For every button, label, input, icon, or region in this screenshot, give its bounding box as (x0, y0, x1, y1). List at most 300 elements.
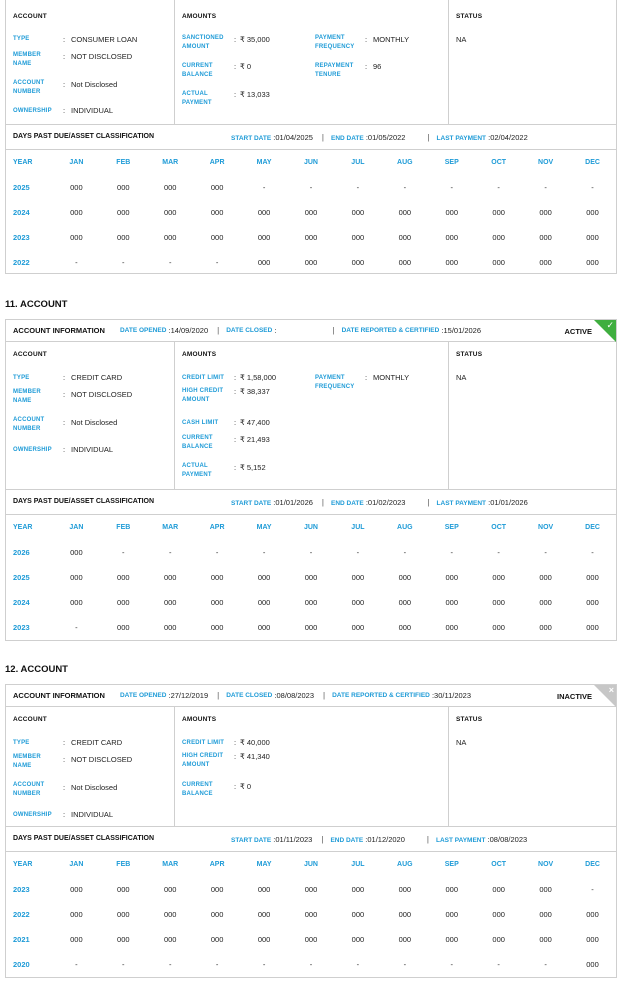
month-column-header: MAR (162, 861, 179, 868)
dpd-cell: 000 (117, 598, 130, 607)
dpd-cell: 000 (210, 573, 224, 582)
amounts-heading: AMOUNTS (182, 351, 217, 358)
status-value: NA (456, 373, 467, 382)
dpd-cell: 000 (257, 885, 271, 894)
dpd-cell: 000 (445, 910, 459, 919)
month-column-header: JAN (69, 524, 84, 531)
status-value: NA (456, 35, 467, 44)
account-column: ACCOUNT TYPE : CREDIT CARD MEMBER NAME : NOT DISCLOSED ACCOUNT NUMBER : Not Disclosed OWNERSHIP : INDIVIDUAL (6, 342, 175, 489)
dpd-cell: 000 (492, 910, 505, 919)
amounts-column: AMOUNTS CREDIT LIMIT : ₹ 40,000 HIGH CREDIT AMOUNT : ₹ 41,340 CURRENT BALANCE : ₹ 0 (175, 707, 449, 826)
dpd-cell: - (591, 548, 594, 557)
dpd-cell: 000 (117, 623, 130, 632)
dpd-cell: 000 (163, 598, 177, 607)
dpd-cell: 000 (445, 233, 459, 242)
repayment-tenure-value: 96 (373, 62, 382, 71)
dpd-cell: 000 (586, 573, 599, 582)
account-heading: ACCOUNT (13, 351, 47, 358)
dpd-cell: 000 (117, 935, 130, 944)
month-column-header: OCT (491, 524, 507, 531)
dpd-cell: - (450, 960, 453, 969)
high-credit-label: HIGH CREDIT AMOUNT (182, 753, 224, 768)
repayment-tenure-label: REPAYMENT TENURE (315, 63, 354, 78)
cash-limit-label: CASH LIMIT (182, 420, 219, 426)
dpd-cell: 000 (492, 233, 505, 242)
month-column-header: AUG (397, 159, 413, 166)
dpd-table (6, 150, 616, 275)
credit-limit-value: ₹ 1,58,000 (240, 373, 277, 382)
dpd-cell: 000 (492, 573, 505, 582)
dpd-cell: - (168, 548, 172, 557)
dpd-cell: 000 (257, 910, 271, 919)
dpd-cell: - (215, 960, 219, 969)
ownership-label: OWNERSHIP (13, 812, 52, 818)
status-heading: STATUS (456, 716, 483, 723)
payment-frequency-label: PAYMENT FREQUENCY (315, 35, 355, 50)
dpd-cell: - (122, 258, 125, 267)
dpd-cell: 000 (70, 910, 83, 919)
account-10-card (5, 0, 617, 274)
amounts-column: AMOUNTS SANCTIONED AMOUNT : ₹ 35,000 CURRENT BALANCE : ₹ 0 ACTUAL PAYMENT : ₹ 13,033 PAYMENT FREQUENCY : MONTHLY REPAYMENT TENURE : 96 (175, 0, 449, 124)
dpd-cell: 000 (351, 623, 365, 632)
dpd-cell: - (403, 548, 407, 557)
amounts-column: AMOUNTS CREDIT LIMIT : ₹ 1,58,000 HIGH CREDIT AMOUNT : ₹ 38,337 CASH LIMIT : ₹ 47,400 CURRENT BALANCE : ₹ 21,493 ACTUAL PAYMENT : ₹ 5,152 PAYMENT FREQUENCY : MONTHLY (175, 342, 449, 489)
dpd-cell: 000 (586, 208, 599, 217)
account-number-value: Not Disclosed (71, 80, 118, 89)
month-column-header: JUN (303, 861, 318, 868)
account-number-label: ACCOUNT NUMBER (13, 782, 45, 797)
month-column-header: NOV (538, 861, 554, 868)
start-date-value: 01/11/2023 (275, 835, 313, 844)
dpd-cell: - (215, 258, 219, 267)
dpd-cell: 000 (163, 623, 177, 632)
year-cell: 2023 (13, 885, 30, 894)
dpd-cell: 000 (70, 208, 83, 217)
table-row (6, 590, 616, 615)
account-info-title: ACCOUNT INFORMATION (13, 326, 105, 335)
last-payment-value: 01/01/2026 (490, 498, 528, 507)
month-column-header: AUG (397, 861, 413, 868)
end-date-value: 01/12/2020 (367, 835, 405, 844)
type-value: CONSUMER LOAN (71, 35, 138, 44)
type-label: TYPE (13, 740, 30, 746)
current-balance-label: CURRENT BALANCE (182, 782, 213, 797)
member-name-label: MEMBER NAME (13, 754, 41, 769)
current-balance-value: ₹ 0 (240, 62, 252, 71)
dpd-cell: 000 (210, 623, 224, 632)
dpd-dates: START DATE : 01/01/2026 | END DATE : 01/02/2023 | LAST PAYMENT : 01/01/2026 (231, 498, 528, 507)
account-10-details (6, 0, 616, 125)
dpd-cell: - (262, 548, 266, 557)
dpd-cell: 000 (163, 183, 177, 192)
dpd-cell: 000 (304, 935, 318, 944)
status-column (449, 707, 616, 826)
start-date-value: 01/01/2026 (275, 498, 313, 507)
year-cell: 2024 (13, 598, 30, 607)
month-column-header: APR (209, 861, 225, 868)
month-column-header: MAY (256, 861, 272, 868)
dpd-cell: 000 (539, 885, 552, 894)
dpd-cell: 000 (210, 233, 224, 242)
month-column-header: DEC (585, 159, 600, 166)
dpd-cell: - (75, 258, 78, 267)
dpd-cell: 000 (117, 233, 130, 242)
payment-frequency-value: MONTHLY (373, 35, 410, 44)
dpd-cell: - (309, 960, 313, 969)
dpd-cell: 000 (539, 208, 552, 217)
month-column-header: NOV (538, 524, 554, 531)
dpd-cell: 000 (445, 598, 459, 607)
year-cell: 2020 (13, 960, 30, 969)
dpd-cell: 000 (163, 208, 177, 217)
dpd-cell: 000 (210, 935, 224, 944)
dpd-cell: 000 (492, 258, 505, 267)
year-cell: 2023 (13, 233, 30, 242)
month-column-header: JAN (69, 159, 84, 166)
dpd-cell: 000 (351, 233, 365, 242)
status-heading: STATUS (456, 351, 483, 358)
dpd-cell: - (403, 960, 407, 969)
dpd-cell: - (544, 960, 547, 969)
dpd-cell: 000 (398, 598, 412, 607)
dpd-cell: 000 (445, 258, 459, 267)
month-column-header: FEB (116, 861, 131, 868)
dpd-cell: 000 (586, 233, 599, 242)
dpd-cell: - (497, 548, 500, 557)
table-row (6, 927, 616, 952)
dpd-cell: 000 (398, 910, 412, 919)
account-heading: ACCOUNT (13, 716, 47, 723)
dpd-cell: 000 (539, 258, 552, 267)
dpd-cell: 000 (445, 573, 459, 582)
last-payment-value: 08/08/2023 (489, 835, 528, 844)
dpd-cell: 000 (586, 623, 599, 632)
high-credit-label: HIGH CREDIT AMOUNT (182, 388, 224, 403)
dpd-cell: - (544, 183, 547, 192)
member-name-label: MEMBER NAME (13, 52, 41, 67)
member-name-value: NOT DISCLOSED (71, 755, 133, 764)
dpd-title: DAYS PAST DUE/ASSET CLASSIFICATION (13, 498, 155, 505)
dpd-cell: - (356, 183, 360, 192)
dpd-cell: 000 (163, 233, 177, 242)
dpd-cell: 000 (210, 208, 224, 217)
dpd-cell: 000 (70, 573, 83, 582)
year-column-header: YEAR (13, 524, 33, 531)
month-column-header: SEP (444, 861, 459, 868)
dpd-cell: 000 (70, 885, 83, 894)
close-icon: × (608, 685, 614, 695)
actual-payment-value: ₹ 13,033 (240, 90, 270, 99)
status-column (449, 342, 616, 489)
dpd-cell: 000 (398, 935, 412, 944)
dpd-cell: 000 (70, 183, 83, 192)
dpd-cell: - (356, 548, 360, 557)
dpd-cell: 000 (445, 935, 459, 944)
actual-payment-label: ACTUAL PAYMENT (182, 463, 212, 478)
dpd-cell: 000 (257, 573, 271, 582)
status-column (449, 0, 616, 124)
member-name-label: MEMBER NAME (13, 389, 41, 404)
dpd-cell: 000 (257, 623, 271, 632)
ownership-value: INDIVIDUAL (71, 445, 114, 454)
dpd-cell: 000 (163, 885, 177, 894)
date-reported-value: 15/01/2026 (443, 326, 482, 335)
current-balance-value: ₹ 0 (240, 782, 252, 791)
year-cell: 2022 (13, 910, 30, 919)
dpd-cell: - (168, 960, 172, 969)
month-column-header: JUL (351, 159, 365, 166)
dpd-cell: 000 (304, 258, 318, 267)
check-icon: ✓ (606, 320, 614, 330)
section-title-12: 12. ACCOUNT (5, 664, 68, 675)
dpd-cell: 000 (586, 935, 599, 944)
month-column-header: APR (209, 159, 225, 166)
dpd-cell: 000 (445, 623, 459, 632)
dpd-cell: 000 (351, 910, 365, 919)
dpd-cell: 000 (398, 258, 412, 267)
table-row (6, 175, 616, 200)
dpd-cell: 000 (70, 935, 83, 944)
dpd-cell: 000 (257, 598, 271, 607)
dpd-cell: - (75, 960, 78, 969)
dpd-cell: 000 (304, 910, 318, 919)
dpd-cell: 000 (445, 208, 459, 217)
dpd-cell: 000 (210, 183, 224, 192)
credit-limit-value: ₹ 40,000 (240, 738, 270, 747)
dpd-cell: 000 (351, 598, 365, 607)
current-balance-label: CURRENT BALANCE (182, 63, 213, 78)
amounts-heading: AMOUNTS (182, 716, 217, 723)
date-closed-value: 08/08/2023 (276, 691, 315, 700)
year-cell: 2026 (13, 548, 30, 557)
dpd-cell: - (122, 960, 125, 969)
ownership-label: OWNERSHIP (13, 447, 52, 453)
dpd-cell: - (309, 183, 313, 192)
month-column-header: FEB (116, 159, 131, 166)
year-cell: 2022 (13, 258, 30, 267)
dpd-cell: 000 (586, 910, 599, 919)
dpd-cell: 000 (398, 208, 412, 217)
member-name-value: NOT DISCLOSED (71, 390, 133, 399)
table-row (6, 615, 616, 640)
dpd-cell: 000 (539, 573, 552, 582)
dpd-cell: - (497, 183, 500, 192)
dpd-cell: 000 (398, 623, 412, 632)
month-column-header: JUL (351, 524, 365, 531)
dpd-cell: - (497, 960, 500, 969)
account-11-card (5, 319, 617, 641)
dpd-cell: 000 (163, 910, 177, 919)
dpd-cell: - (262, 960, 266, 969)
dpd-cell: 000 (445, 885, 459, 894)
dpd-cell: 000 (539, 233, 552, 242)
year-cell: 2021 (13, 935, 30, 944)
high-credit-value: ₹ 38,337 (240, 387, 270, 396)
year-column-header: YEAR (13, 861, 33, 868)
dpd-cell: - (591, 183, 594, 192)
month-column-header: JUL (351, 861, 365, 868)
month-column-header: DEC (585, 524, 600, 531)
dpd-cell: - (403, 183, 407, 192)
table-row (6, 200, 616, 225)
month-column-header: OCT (491, 159, 507, 166)
account-11-details (6, 342, 616, 490)
month-column-header: JAN (69, 861, 84, 868)
dpd-cell: 000 (398, 233, 412, 242)
dpd-cell: 000 (492, 208, 505, 217)
dpd-cell: 000 (117, 183, 130, 192)
table-row (6, 540, 616, 565)
table-row (6, 250, 616, 275)
dpd-cell: 000 (539, 910, 552, 919)
dpd-cell: 000 (257, 208, 271, 217)
dpd-cell: 000 (304, 233, 318, 242)
dpd-header (6, 125, 616, 150)
dpd-cell: 000 (586, 960, 599, 969)
end-date-value: 01/05/2022 (367, 133, 406, 142)
type-field: TYPE (13, 36, 30, 42)
dpd-header (6, 490, 616, 515)
ownership-value: INDIVIDUAL (71, 106, 114, 115)
dpd-cell: 000 (539, 623, 552, 632)
dpd-cell: - (356, 960, 360, 969)
dpd-cell: - (309, 548, 313, 557)
dpd-cell: - (168, 258, 172, 267)
payment-frequency-value: MONTHLY (373, 373, 410, 382)
account-info-title: ACCOUNT INFORMATION (13, 691, 105, 700)
month-column-header: OCT (491, 861, 507, 868)
dpd-cell: 000 (210, 885, 224, 894)
dpd-cell: 000 (163, 935, 177, 944)
month-column-header: SEP (444, 524, 459, 531)
year-cell: 2025 (13, 573, 30, 582)
section-title-11: 11. ACCOUNT (5, 299, 68, 310)
dpd-cell: 000 (210, 910, 224, 919)
dpd-cell: 000 (257, 258, 271, 267)
member-name-value: NOT DISCLOSED (71, 52, 133, 61)
dpd-cell: 000 (117, 573, 130, 582)
actual-payment-label: ACTUAL PAYMENT (182, 91, 212, 106)
dpd-cell: 000 (304, 208, 318, 217)
dpd-cell: 000 (586, 598, 599, 607)
dpd-cell: 000 (539, 935, 552, 944)
account-info-bar: ACCOUNT INFORMATION DATE OPENED : 14/09/2020 | DATE CLOSED : | DATE REPORTED & CERTIFIED : 15/01/2026 ACTIVE ✓ (6, 320, 616, 342)
dpd-cell: 000 (163, 573, 177, 582)
table-row (6, 225, 616, 250)
account-number-value: Not Disclosed (71, 418, 118, 427)
type-label: TYPE (13, 375, 30, 381)
month-column-header: MAY (256, 524, 272, 531)
dpd-cell: - (591, 885, 594, 894)
table-row (6, 877, 616, 902)
dpd-cell: 000 (351, 573, 365, 582)
date-opened-value: 27/12/2019 (170, 691, 209, 700)
dpd-cell: 000 (492, 623, 505, 632)
dpd-cell: 000 (117, 208, 130, 217)
month-column-header: JUN (303, 524, 318, 531)
dpd-cell: - (450, 548, 453, 557)
dpd-cell: 000 (70, 548, 83, 557)
status-value: NA (456, 738, 467, 747)
current-balance-label: CURRENT BALANCE (182, 435, 213, 450)
account-heading: ACCOUNT (13, 13, 47, 20)
year-column-header: YEAR (13, 159, 33, 166)
table-row (6, 952, 616, 977)
dpd-cell: 000 (492, 935, 505, 944)
sanctioned-amount-label: SANCTIONED AMOUNT (182, 35, 224, 50)
dpd-cell: 000 (70, 598, 83, 607)
dpd-cell: 000 (398, 573, 412, 582)
credit-limit-label: CREDIT LIMIT (182, 375, 225, 381)
dpd-cell: 000 (257, 935, 271, 944)
date-opened-value: 14/09/2020 (170, 326, 209, 335)
month-column-header: AUG (397, 524, 413, 531)
dpd-cell: 000 (304, 885, 318, 894)
account-column: ACCOUNT TYPE : CONSUMER LOAN MEMBER NAME : NOT DISCLOSED ACCOUNT NUMBER : Not Disclosed OWNERSHIP : INDIVIDUAL (6, 0, 175, 124)
month-column-header: DEC (585, 861, 600, 868)
dpd-cell: 000 (398, 885, 412, 894)
dpd-cell: 000 (351, 208, 365, 217)
month-column-header: MAY (256, 159, 272, 166)
dpd-cell: 000 (351, 935, 365, 944)
month-column-header: MAR (162, 524, 179, 531)
account-column: ACCOUNT TYPE : CREDIT CARD MEMBER NAME : NOT DISCLOSED ACCOUNT NUMBER : Not Disclosed OWNERSHIP : INDIVIDUAL (6, 707, 175, 826)
dpd-cell: - (215, 548, 219, 557)
dpd-table (6, 515, 616, 640)
ownership-label: OWNERSHIP (13, 108, 52, 114)
dpd-cell: 000 (304, 623, 318, 632)
dpd-cell: - (75, 623, 78, 632)
dpd-header (6, 827, 616, 852)
amounts-heading: AMOUNTS (182, 13, 217, 20)
month-column-header: SEP (444, 159, 459, 166)
sanctioned-amount-value: ₹ 35,000 (240, 35, 270, 44)
end-date-value: 01/02/2023 (367, 498, 406, 507)
year-cell: 2025 (13, 183, 30, 192)
dpd-cell: 000 (351, 258, 365, 267)
month-column-header: MAR (162, 159, 179, 166)
dpd-dates: START DATE : 01/11/2023 | END DATE : 01/12/2020 | LAST PAYMENT : 08/08/2023 (231, 835, 528, 844)
dpd-cell: 000 (257, 233, 271, 242)
ownership-value: INDIVIDUAL (71, 810, 114, 819)
table-row (6, 902, 616, 927)
dpd-cell: - (544, 548, 547, 557)
dpd-cell: 000 (304, 573, 318, 582)
type-value: CREDIT CARD (71, 373, 123, 382)
dpd-cell: 000 (117, 885, 130, 894)
dpd-cell: 000 (117, 910, 130, 919)
cash-limit-value: ₹ 47,400 (240, 418, 270, 427)
year-cell: 2023 (13, 623, 30, 632)
payment-frequency-label: PAYMENT FREQUENCY (315, 375, 355, 390)
dpd-cell: - (262, 183, 266, 192)
credit-limit-label: CREDIT LIMIT (182, 740, 225, 746)
dpd-cell: 000 (70, 233, 83, 242)
dpd-table (6, 852, 616, 977)
start-date-value: 01/04/2025 (275, 133, 313, 142)
dpd-cell: - (450, 183, 453, 192)
dpd-cell: 000 (304, 598, 318, 607)
status-badge: INACTIVE (556, 692, 592, 701)
account-12-details (6, 707, 616, 827)
month-column-header: JUN (303, 159, 318, 166)
dpd-title: DAYS PAST DUE/ASSET CLASSIFICATION (13, 133, 155, 140)
year-cell: 2024 (13, 208, 30, 217)
dpd-cell: 000 (586, 258, 599, 267)
month-column-header: FEB (116, 524, 131, 531)
month-column-header: NOV (538, 159, 554, 166)
dpd-dates: START DATE : 01/04/2025 | END DATE : 01/05/2022 | LAST PAYMENT : 02/04/2022 (231, 133, 528, 142)
